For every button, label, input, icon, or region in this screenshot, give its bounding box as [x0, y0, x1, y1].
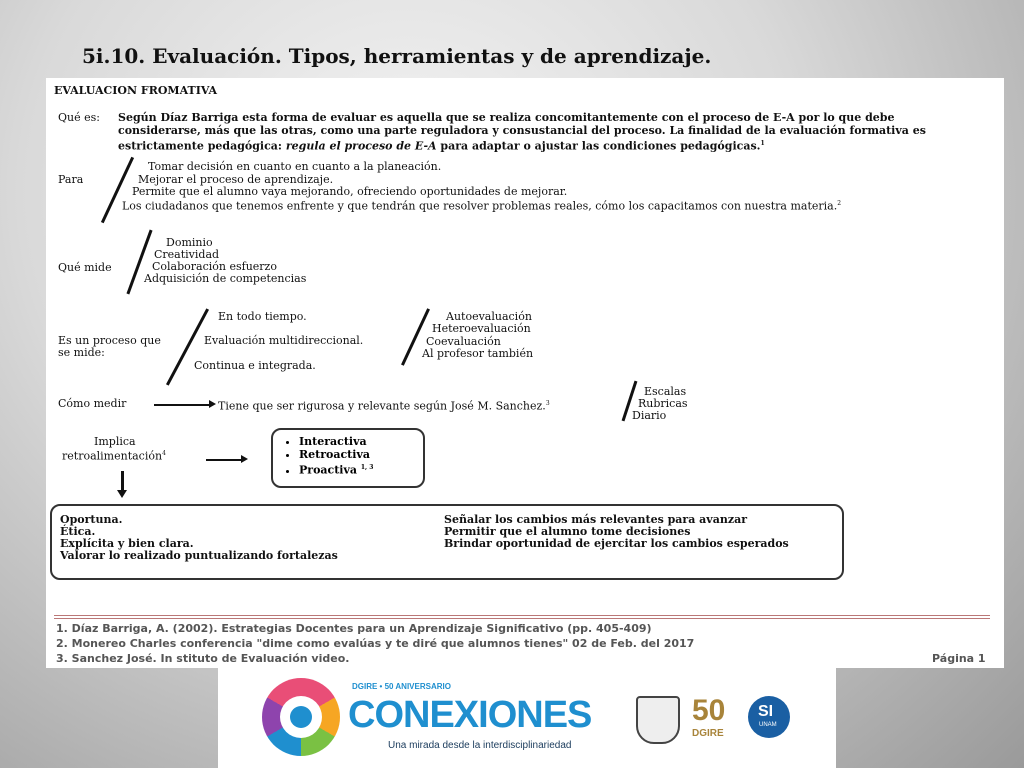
que-mide-item: Dominio [166, 236, 213, 249]
proceso-label: se mide: [58, 346, 105, 359]
instrumento: Escalas [644, 385, 687, 398]
doc-heading: EVALUACION FROMATIVA [54, 84, 218, 97]
caracteristica: Señalar los cambios más relevantes para avanzar [444, 513, 747, 526]
instrumento: Rubricas [638, 397, 688, 410]
para-item: Mejorar el proceso de aprendizaje. [138, 173, 334, 186]
tipo-evaluacion: Heteroevaluación [432, 322, 531, 335]
caracteristica: Explícita y bien clara. [60, 537, 194, 550]
tipo-evaluacion: Coevaluación [426, 335, 501, 348]
que-mide-item: Colaboración esfuerzo [152, 260, 277, 273]
para-item: Los ciudadanos que tenemos enfrente y que tendrán que resolver problemas reales, cómo los capacitamos con nuestra materia.$^2$ [122, 199, 842, 213]
que-es-line-2: considerarse, más que las otras, como una parte reguladora y consustancial del proceso. La finalidad de la evaluación formativa es [118, 124, 926, 137]
que-mide-item: Creatividad [154, 248, 220, 261]
reference-item: 2. Monereo Charles conferencia "dime como evalúas y te diré que alumnos tienes" 02 de Feb. del 2017 [56, 637, 695, 650]
retro-tipos-box [271, 428, 425, 488]
divider [54, 618, 990, 619]
caracteristica: Valorar lo realizado puntualizando fortalezas [60, 549, 338, 562]
proceso-item: Evaluación multidireccional. [204, 334, 364, 347]
caracteristica: Ética. [60, 525, 96, 538]
tipo-evaluacion: Al profesor también [422, 347, 534, 360]
proceso-item: En todo tiempo. [218, 310, 307, 323]
caracteristicas-box [50, 504, 844, 580]
page-number: Página 1 [932, 652, 986, 665]
proceso-label: Es un proceso que [58, 334, 161, 347]
para-label: Para [58, 173, 84, 186]
arrow-down-icon [121, 471, 124, 491]
bracket-slash [166, 308, 209, 385]
que-es-line-3: estrictamente pedagógica: regula el proceso de E-A para adaptar o ajustar las condiciones pedagógicas.$^1$ [118, 139, 765, 153]
implica-label: Implica [94, 435, 136, 448]
bracket-slash [101, 157, 134, 224]
slide-title: 5i.10. Evaluación. Tipos, herramientas y de aprendizaje. [82, 44, 712, 68]
para-item: Tomar decisión en cuanto en cuanto a la planeación. [148, 160, 442, 173]
retro-tipo: • Interactiva [299, 435, 423, 448]
conexiones-banner [218, 668, 836, 768]
brand-name: CONEXIONES [348, 694, 592, 736]
tipo-evaluacion: Autoevaluación [446, 310, 532, 323]
arrow-right-icon [206, 459, 242, 461]
caracteristica: Oportuna. [60, 513, 123, 526]
que-mide-label: Qué mide [58, 261, 112, 274]
caracteristica: Brindar oportunidad de ejercitar los cambios esperados [444, 537, 789, 550]
proceso-item: Continua e integrada. [194, 359, 316, 372]
anniversary-text: DGIRE • 50 ANIVERSARIO [352, 682, 451, 691]
unam-shield-icon [636, 696, 680, 744]
arrow-right-icon [154, 404, 210, 406]
retro-tipo: • Proactiva $^{1, 3}$ [299, 461, 423, 477]
divider [54, 615, 990, 616]
reference-item: 1. Díaz Barriga, A. (2002). Estrategias Docentes para un Aprendizaje Significativo (pp. 405-409) [56, 622, 652, 635]
como-medir-text: Tiene que ser rigurosa y relevante según José M. Sanchez.$^3$ [218, 399, 550, 413]
para-item: Permite que el alumno vaya mejorando, ofreciendo oportunidades de mejorar. [132, 185, 568, 198]
instrumento: Diario [632, 409, 667, 422]
reference-item: 3. Sanchez José. In stituto de Evaluación video. [56, 652, 350, 665]
que-es-label: Qué es: [58, 111, 100, 124]
que-mide-item: Adquisición de competencias [144, 272, 307, 285]
document-page [46, 78, 1004, 668]
retroalimentacion-label: retroalimentación$^4$ [62, 449, 166, 463]
que-es-line-1: Según Díaz Barriga esta forma de evaluar es aquella que se realiza concomitantemente con el proceso de E-A por lo que debe [118, 111, 895, 124]
retro-tipo: • Retroactiva [299, 448, 423, 461]
caracteristica: Permitir que el alumno tome decisiones [444, 525, 691, 538]
si-unam-logo: SI UNAM [748, 696, 790, 738]
brand-subtitle: Una mirada desde la interdisciplinariedad [388, 740, 572, 751]
como-medir-label: Cómo medir [58, 397, 127, 410]
dgire-50-logo: 50 DGIRE [692, 694, 726, 739]
